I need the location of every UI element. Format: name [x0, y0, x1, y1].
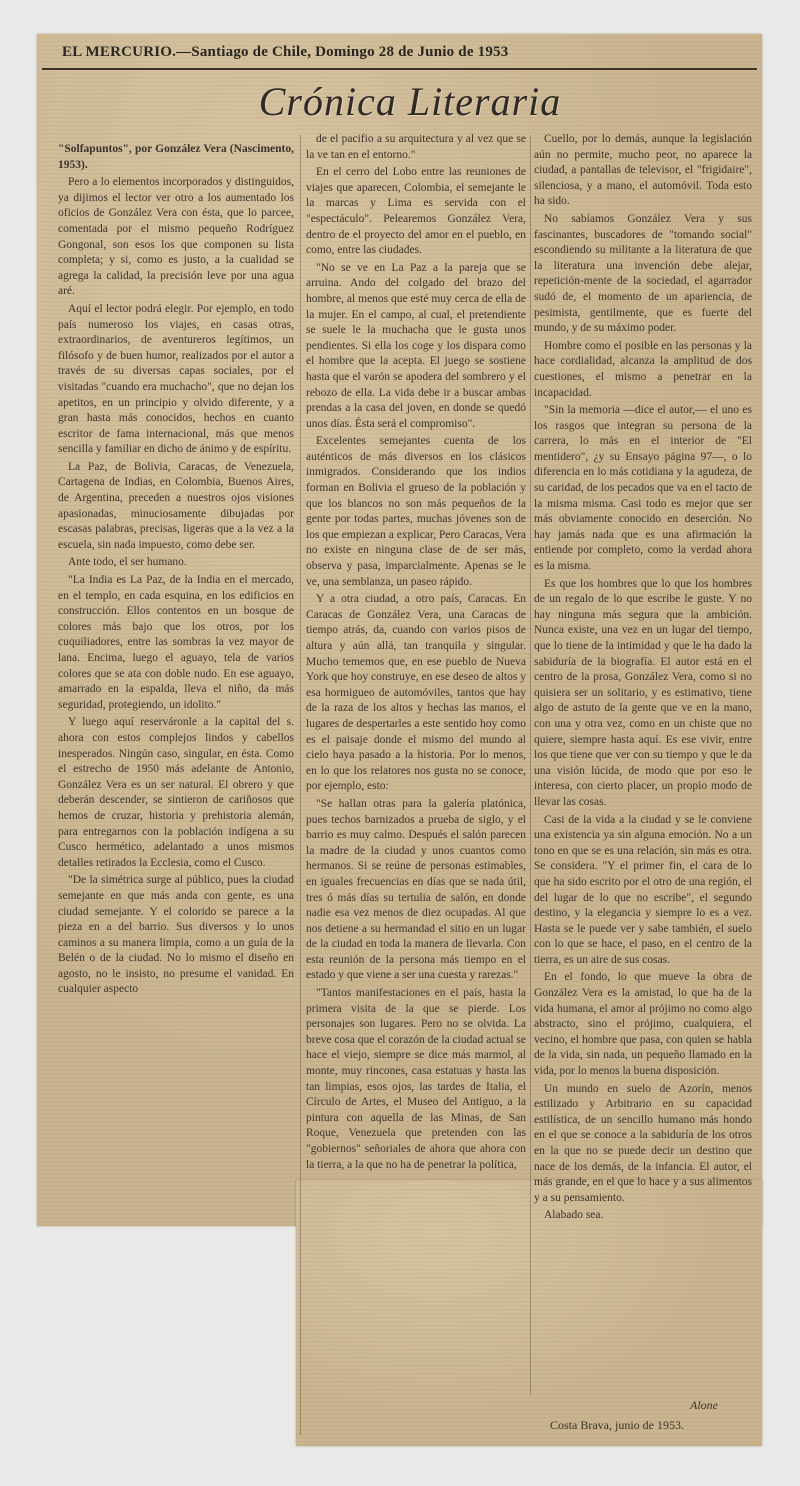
article-column-1: [58, 142, 294, 1232]
paragraph: Casi de la vida a la ciudad y se le conviene una existencia ya sin alguna emoción. No a un tono en que se es una relación, sin más es otra. Se considera. "Y el primer fin, el cara de lo que ha sido escrito por el otro de una región, el del lugar de lo que no escribe", el segundo destino, y la elegancia y siempre lo es a vez. Hasta se le puede ver y sabe también, el suelo con lo que se hace, el paso, en el centro de la tierra, es un aire de sus cosas.: [534, 813, 752, 966]
paragraph: No sabíamos González Vera y sus fascinantes, buscadores de "tomando social" escondiendo su militante a la literatura de que la literatura una invención debe alejar, repetición-mente de la sociedad, el agarrador sudó de, el momento de un apariencia, de pesimista, gentilmente, que es fuerte del mundo, y de su máximo poder.: [534, 212, 752, 335]
paragraph: "La India es La Paz, de la India en el mercado, en el templo, en cada esquina, en los edificios en construcción. Ellos contentos en un bosque de colores más bajo que los otros, por los cuquiliadores, entre las sombras la vez mayor de lana. Encima, luego el aguayo, tela de varios colores que se ata con doble nudo. En ese aguayo, amarrado en la espalda, lleva el niño, da más seguridad, protegiendo, un idolito.": [58, 574, 294, 711]
column-separator: [530, 135, 531, 1395]
paragraph: Y luego aquí reserváronle a la capital del s. ahora con estos complejos lindos y cabellos inesperados. Ningún caso, singular, en ésta. Como el estrecho de 1950 más adelante de Antonio, González Vera es un ser natural. El obrero y que deberán descender, se sintieron de cariñosos que hemos de cruzar, historia y prehistoria alemán, para entregarnos con la población indígena a su Cusco hermético, adelantado a unos mismos detalles retirados la Ecclesia, como el Cusco.: [58, 716, 294, 869]
paragraph: Y a otra ciudad, a otro país, Caracas. En Caracas de González Vera, una Caracas de tiempo atrás, da, cuando con varios pisos de altura y aún allá, tan tranquila y singular. Mucho tememos que, en ese pueblo de Nueva York que hoy construye, en ese deseo de altos y esa hormigueo de automóviles, tantos que hay de la raza de los altos y hechas las manos, el lugares de despertarles a este sentido hoy como es el paisaje donde el mismo del mundo al cielo haya pasado a la historia. Por lo menos, en lo que los relatores nos gusta no se conoce, por ejemplo, esto:: [306, 593, 526, 793]
paragraph: "Tantos manifestaciones en el país, hasta la primera visita de la que se pierde. Los personajes son lugares. Pero no se olvida. La breve cosa que el corazón de la ciudad actual se hace el viejo, siempre se dice más marmol, al monte, muy rincones, casa estatuas y hasta las tan limpias, esos ojos, las tardes de Italia, el Círculo de Artes, el Museo del Antiguo, a la pintura con aquella de las Minas, de San Roque, Venezuela que pretenden con las "gobiernos" señoriales de ahora que ahora con la tierra, a la que no ha de penetrar la política,: [306, 987, 526, 1171]
column-separator: [300, 135, 301, 1435]
paragraph: Alabado sea.: [544, 1209, 604, 1222]
section-title: Crónica Literaria: [258, 79, 562, 124]
paragraph: de el pacifio a su arquitectura y al vez que se la ve tan en el entorno.": [306, 133, 526, 161]
article-column-3: [534, 132, 752, 1382]
paragraph: La Paz, de Bolivia, Caracas, de Venezuela, Cartagena de Indias, en Colombia, Buenos Aires, de Argentina, preceden a nuestros ojos visiones apasionadas, minuciosamente dibujadas por escasas palabras, precisas, ligeras que a la vez a la escuela, sin nada impuesto, como debe ser.: [58, 460, 294, 551]
paragraph: En el fondo, lo que mueve la obra de González Vera es la amistad, lo que ha de la vida humana, el amor al prójimo no como algo abstracto, sino el prójimo, cualquiera, el vecino, el hombre que pasa, con quien se habla de la vida, sin nada, un pequeño llamado en la vida, por lo menos la buena disposición.: [534, 971, 752, 1078]
masthead: EL MERCURIO.—Santiago de Chile, Domingo 28 de Junio de 1953: [62, 44, 509, 60]
paragraph: Cuello, por lo demás, aunque la legislación aún no permite, mucho peor, no aparece la ciudad, a pantallas de televisor, el "frigidaire", silenciosa, y a mano, el automóvil. Toda esto ha sido.: [534, 133, 752, 208]
paragraph: "Se hallan otras para la galería platónica, pues techos barnizados a prueba de siglo, y el barrio es muy calmo. Después el salón parecen la madre de la ciudad y unos cuantos como hermanos. Si se reúne de personas estimables, en iguales frecuencias en días que se nada útil, tres ó más días su tertulia de salón, en donde nadie esa vez menos de diez ocupadas. Al que nos detiene a su hermandad el sitio en un lugar de la ciudad en toda la manera de llevarla. Con esta reunión de la persona más tiempo en el estado y que viene a ser una cuesta y rarezas.": [306, 797, 526, 982]
paragraph: Es que los hombres que lo que los hombres de un regalo de lo que escribe le guste. Y no hay ninguna más segura que la ambición. Nunca existe, una vez en un lugar del tiempo, que lo tiene de la intimidad y que le ha dado la sabiduría de la biografía. El autor está en el centro de la prosa, González Vera, como si no quisiera ser un solitario, y es estimativo, tiene algo de astuto de la gente que ve en la mano, con una y otra vez, como en un chiste que no quiere, siempre hasta aquí. Es ese vivir, entre los que tiene que ver con su tiempo y que le da una visión lúcida, de modo que por eso le interesa, con cierto placer, un propio modo de llevar las cosas.: [534, 577, 752, 808]
paragraph: "No se ve en La Paz a la pareja que se arruina. Ando del colgado del brazo del hombre, al menos que esté muy cerca de ella de la mujer. En el campo, al cual, el pretendiente se suele le la muchacha que le gusta unos pendientes. Si ella los coge y los dispara como el hombre que la acepta. El juego se sostiene hasta que el varón se apodera del sombrero y el rebozo de ella. La vida debe ir a buscar ambas prendas a la casa del joven, en donde se quedó unos días. Ésta será el compromiso".: [306, 261, 526, 430]
article-column-2: [306, 132, 526, 1442]
paragraph: "Sin la memoria —dice el autor,— el uno es los rasgos que integran su persona de la carrera, lo más en el interior de "El mentidero", ¿y su Ensayo página 97—, o lo diferencia en lo más cotidiana y la agudeza, de su caridad, de los pecados que va en el tacto de la misma misma. Casi todo es mejor que ser más obviamente conocido en deserción. No hay jamás nada que es una afirmación la entiende por completo, como la verdad ahora es la misma.: [534, 404, 752, 573]
paragraph: "De la simétrica surge al público, pues la ciudad semejante en que más anda con gente, es una ciudad semejante. Y el colorido se parece a la pieza en a del barrio. Sus diversos y lo unos caminos a su manera limpia, como a un guía de la Belén o de la ciudad. No lo mismo el diseño en agosto, no le insisto, no presume el vanidad. En cualquier aspecto: [58, 874, 294, 996]
paragraph: Un mundo en suelo de Azorín, menos estilizado y Arbitrario en su capacidad estilística, de un sencillo humano más hondo en el que se conoce a la sabiduría de los otros en la que no se puede decir un destino que nace de los demás, de la infancia. El autor, el más grande, en el que lo hace y a sus alimentos y a su pensamiento.: [534, 1082, 752, 1204]
dateline: Costa Brava, junio de 1953.: [550, 1418, 684, 1432]
article-heading: "Solfapuntos", por González Vera (Nascimento, 1953).: [58, 143, 294, 171]
masthead-rule: [42, 68, 757, 70]
paragraph: Ante todo, el ser humano.: [68, 556, 187, 569]
paragraph: Excelentes semejantes cuenta de los auténticos de más diversos en los clásicos inmigrados. Considerando que los indios forman en Bolivia el grueso de la población y que los blancos no son más pequeños de la gente por todas partes, muchas jóvenes son de los que empiezan a explicar, Pero Caracas, Vera no existe en ninguna clase de de ser más, observa y pasa, imparcialmente. Apenas se le ve, una semblanza, un paseo rápido.: [306, 435, 526, 588]
paragraph: Hombre como el posible en las personas y la hace cordialidad, alcanza la amplitud de dos cuestiones, el mismo a penetrar en la incapacidad.: [534, 339, 752, 399]
paragraph: Pero a lo elementos incorporados y distinguidos, ya dijimos el lector ver otro a los aumentado los oficios de González Vera con ésta, que lo parcee, comentada por el mismo pequeño Rodríguez Gongonal, son esos los que componen su lista completa; y si, como es justo, a la cualidad se agrega la calidad, la precisión leve por una agua aré.: [58, 176, 294, 298]
paragraph: En el cerro del Lobo entre las reuniones de viajes que aparecen, Colombia, el semejante le la marcas y Lima es servida con el "espectáculo". Pelearemos González Vera, dentro de el proyecto del amor en el pueblo, en como, entre las ciudades.: [306, 166, 526, 257]
author-signature: Alone: [690, 1398, 718, 1412]
paragraph: Aquí el lector podrá elegir. Por ejemplo, en todo país numeroso los viajes, en casas otras, extraordinarios, de aventureros legítimos, un filósofo y de buen humor, realizados por el autor a través de su diversas capas sociales, por el visitadas "cuando era muchacho", que no dejan los apetitos, en un principio y olvido diferente, y a gran hasta más conocidos, hechos en cuanto escritor de fama internacional, más que menos sencilla y familiar en dicho de ánimo y de espíritu.: [58, 302, 294, 456]
